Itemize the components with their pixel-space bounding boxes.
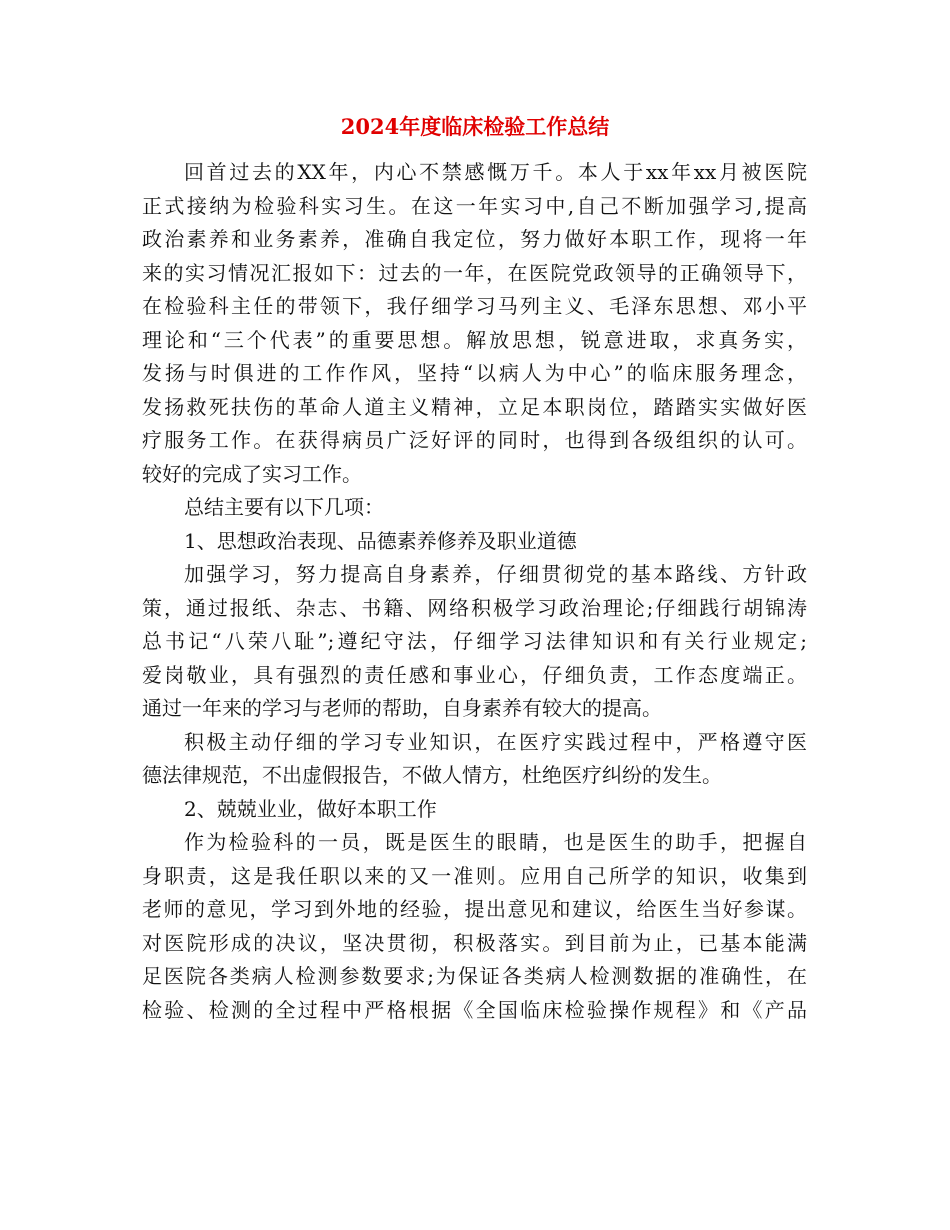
document-body (142, 156, 807, 1027)
paragraph-line: 老师的意见，学习到外地的经验，提出意见和建议，给医生当好参谋。 (142, 897, 807, 921)
paragraph-line: 来的实习情况汇报如下：过去的一年，在医院党政领导的正确领导下， (142, 260, 807, 285)
section-heading: 2、兢兢业业，做好本职工作 (184, 796, 437, 821)
paragraph-line: 对医院形成的决议，坚决贯彻，积极落实。到目前为止，已基本能满 (142, 930, 807, 955)
paragraph-line: 发扬救死扶伤的革命人道主义精神，立足本职岗位，踏踏实实做好医 (142, 394, 807, 419)
paragraph-line: 通过一年来的学习与老师的帮助，自身素养有较大的提高。 (142, 696, 662, 720)
paragraph-line: 爱岗敬业，具有强烈的责任感和事业心，仔细负责，工作态度端正。 (142, 662, 807, 687)
paragraph-line: 疗服务工作。在获得病员广泛好评的同时，也得到各级组织的认可。 (142, 428, 807, 452)
paragraph-line: 策，通过报纸、杂志、书籍、网络积极学习政治理论;仔细践行胡锦涛 (142, 595, 807, 620)
paragraph-line: 在检验科主任的带领下，我仔细学习马列主义、毛泽东思想、邓小平 (142, 294, 807, 318)
paragraph-line: 德法律规范，不出虚假报告，不做人情方，杜绝医疗纠纷的发生。 (142, 763, 722, 787)
paragraph-line: 政治素养和业务素养，准确自我定位，努力做好本职工作，现将一年 (142, 227, 807, 251)
paragraph-line: 检验、检测的全过程中严格根据《全国临床检验操作规程》和《产品 (142, 997, 807, 1022)
paragraph-line: 总书记“八荣八耻”;遵纪守法，仔细学习法律知识和有关行业规定; (142, 629, 807, 653)
paragraph-line: 较好的完成了实习工作。 (142, 461, 362, 486)
paragraph-line: 正式接纳为检验科实习生。在这一年实习中,自己不断加强学习,提高 (142, 193, 807, 218)
paragraph-line: 作为检验科的一员，既是医生的眼睛，也是医生的助手，把握自 (184, 830, 807, 854)
paragraph-line: 身职责，这是我任职以来的又一准则。应用自己所学的知识，收集到 (142, 863, 807, 888)
paragraph-line: 回首过去的XX年，内心不禁感慨万千。本人于xx年xx月被医院 (184, 160, 807, 184)
paragraph-line: 总结主要有以下几项： (184, 495, 384, 519)
paragraph-line: 理论和“三个代表”的重要思想。解放思想，锐意进取，求真务实， (142, 327, 807, 352)
paragraph-line: 加强学习，努力提高自身素养，仔细贯彻党的基本路线、方针政 (184, 562, 807, 586)
paragraph-line: 发扬与时俱进的工作作风，坚持“以病人为中心”的临床服务理念， (142, 361, 807, 385)
paragraph-line: 积极主动仔细的学习专业知识，在医疗实践过程中，严格遵守医 (184, 729, 807, 754)
section-heading: 1、思想政治表现、品德素养修养及职业道德 (184, 528, 577, 553)
paragraph-line: 足医院各类病人检测参数要求;为保证各类病人检测数据的准确性，在 (142, 964, 807, 988)
document-title: 2024年度临床检验工作总结 (340, 114, 610, 139)
